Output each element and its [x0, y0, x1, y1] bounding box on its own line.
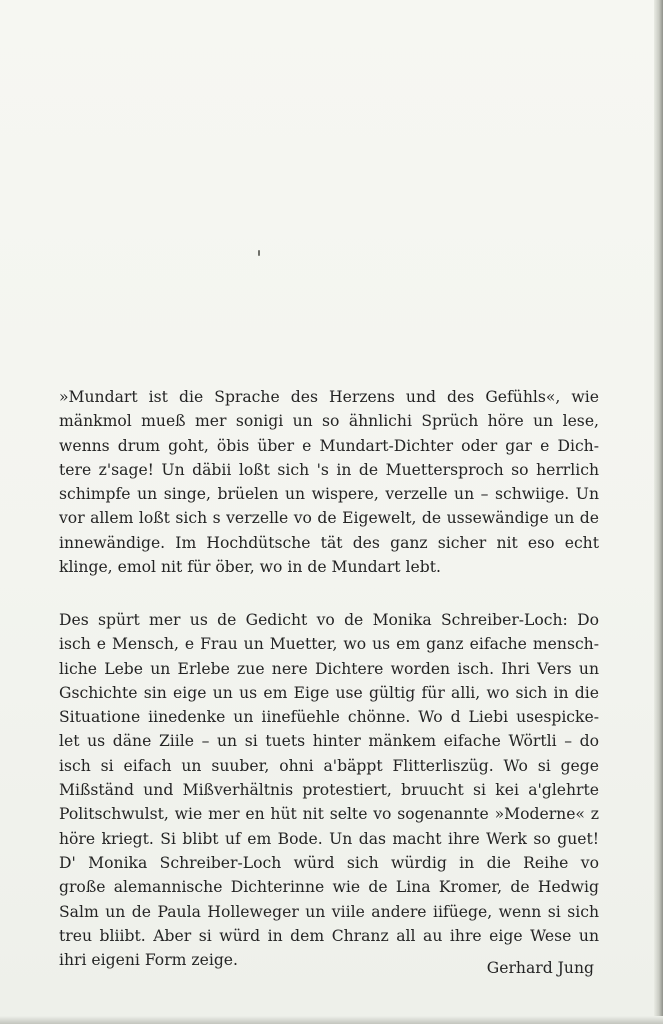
text-line: große alemannische Dichterinne wie de Lina Kromer, de Hedwig — [59, 878, 599, 897]
text-line: let us däne Ziile – un si tuets hinter mänkem eifache Wörtli – do — [59, 732, 599, 751]
text-line: treu bliibt. Aber si würd in dem Chranz all au ihre eige Wese un — [59, 926, 599, 945]
text-line: D' Monika Schreiber-Loch würd sich würdig in die Reihe vo — [59, 853, 599, 872]
text-line: Gschichte sin eige un us em Eige use gültig für alli, wo sich in die — [59, 683, 599, 702]
text-line: klinge, emol nit für öber, wo in de Mundart lebt. — [59, 558, 441, 577]
text-line: isch e Mensch, e Frau un Muetter, wo us em ganz eifache mensch- — [59, 635, 599, 654]
text-line: »Mundart ist die Sprache des Herzens und des Gefühls«, wie — [59, 388, 599, 406]
text-line: wenns drum goht, öbis über e Mundart-Dichter oder gar e Dich- — [59, 436, 599, 455]
text-line: isch si eifach un suuber, ohni a'bäppt Flitterliszüg. Wo si gege — [59, 756, 599, 775]
text-line: Mißständ und Mißverhältnis protestiert, bruucht si kei a'glehrte — [59, 781, 599, 800]
text-line: Politschwulst, wie mer en hüt nit selte vo sogenannte »Moderne« z — [59, 805, 599, 824]
text-line: schimpfe un singe, brüelen un wispere, verzelle un – schwiige. Un — [59, 485, 599, 504]
author-signature: Gerhard Jung — [486, 959, 594, 977]
cover-bottom-edge — [0, 1016, 663, 1024]
text-line: liche Lebe un Erlebe zue nere Dichtere worden isch. Ihri Vers un — [59, 659, 599, 678]
text-line: Des spürt mer us de Gedicht vo de Monika Schreiber-Loch: Do — [59, 611, 599, 629]
text-line: Salm un de Paula Holleweger un viile andere iifüege, wenn si sich — [59, 902, 599, 921]
paper-speck — [258, 250, 260, 256]
text-line: höre kriegt. Si blibt uf em Bode. Un das macht ihre Werk so guet! — [59, 829, 599, 848]
text-line: ihri eigeni Form zeige. — [59, 951, 238, 970]
blurb-paragraph-1 — [59, 385, 599, 579]
text-line: mänkmol mueß mer sonigi un so ähnlichi Sprüch höre un lese, — [59, 412, 599, 431]
text-line: Situatione iinedenke un iinefüehle chönne. Wo d Liebi usespicke- — [59, 708, 599, 727]
text-line: tere z'sage! Un däbii loßt sich 's in de Muettersproch so herrlich — [59, 460, 599, 479]
text-line: vor allem loßt sich s verzelle vo de Eigewelt, de ussewändige un de — [59, 509, 599, 528]
cover-right-edge — [654, 0, 663, 1024]
text-line: innewändige. Im Hochdütsche tät des ganz sicher nit eso echt — [59, 533, 599, 552]
blurb-paragraph-2 — [59, 608, 599, 972]
